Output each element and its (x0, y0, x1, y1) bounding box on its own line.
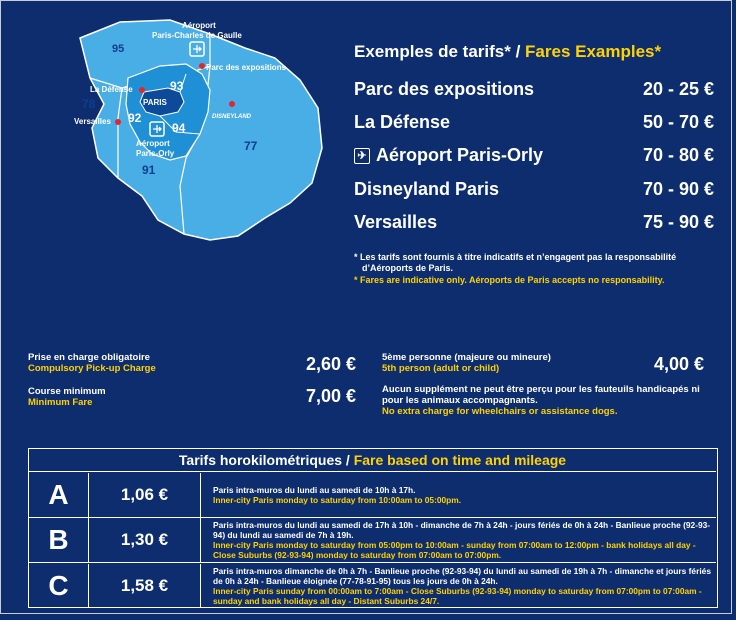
rate-description-fr: Paris intra-muros dimanche de 0h à 7h - Banlieue proche (92-93-94) du lundi au samedi de 19h à 7h - dimanche et jours fériés de 0h à 24h - Banlieue éloignée (77-78-91-95) tous les jours de 0h à 24h. (213, 565, 711, 586)
disney-dot (229, 101, 235, 107)
rate-letter: B (29, 518, 89, 562)
versailles-dot (115, 119, 121, 125)
rate-description (213, 564, 713, 608)
destination-name-wrap (354, 145, 543, 166)
rate-letter: A (29, 473, 89, 517)
department-78-label: 78 (82, 97, 96, 111)
destination-price: 75 - 90 € (642, 212, 714, 232)
ile-de-france-map (60, 8, 360, 248)
wheelchair-note-fr: Aucun supplément ne peut être perçu pour les fauteuils handicapés ni pour les animaux accompagnants. (382, 384, 700, 406)
department-93-label: 93 (170, 79, 184, 93)
table-row (29, 473, 716, 518)
destination-price: 70 - 80 € (642, 145, 714, 165)
fares-title (354, 42, 661, 62)
minimum-label-en: Minimum Fare (28, 397, 93, 408)
department-95-label: 95 (112, 43, 125, 55)
paris-label: PARIS (143, 98, 167, 107)
table-title-fr: Tarifs horokilométriques (178, 452, 343, 468)
disclaimer-fr: * Les tarifs sont fournis à titre indicatifs et n’engagent pas la responsabilité (354, 252, 677, 262)
destination-name: Aéroport Paris-Orly (376, 145, 544, 165)
rate-description (213, 518, 713, 562)
fifth-person-label-fr: 5ème personne (majeure ou mineure) (382, 352, 551, 363)
table-header (29, 449, 716, 472)
table-row (29, 564, 716, 608)
pickup-label-en: Compulsory Pick-up Charge (28, 363, 156, 374)
minimum-label-fr: Course minimum (28, 386, 106, 397)
destination-name: Parc des expositions (354, 79, 535, 99)
rate-value: 1,58 € (89, 564, 201, 608)
rate-value: 1,06 € (89, 473, 201, 517)
rate-letter: C (29, 564, 89, 608)
department-94-label: 94 (172, 121, 186, 135)
department-91-label: 91 (142, 163, 156, 177)
rate-description-fr: Paris intra-muros du lundi au samedi de 17h à 10h - dimanche de 7h à 24h - jours fériés de 0h à 24h - Banlieue proche (92-93-94) du lundi au samedi de 7h à 19h. (213, 520, 711, 540)
destination-price: 50 - 70 € (642, 112, 714, 132)
destination-price: 20 - 25 € (642, 79, 714, 99)
rate-description-en: Inner-city Paris monday to saturday from 10:00am to 05:00pm. (213, 494, 462, 505)
table-row (29, 518, 716, 563)
expo-dot (199, 63, 205, 69)
fare-rate-table (28, 448, 718, 608)
rate-description-en: Inner-city Paris sunday from 00:00am to 7:00am - Close Suburbs (92-93-94) monday to saturday from 07:00pm to 07:00am - sunday and bank holidays all day - Distant Suburbs 24/7. (213, 585, 702, 606)
disclaimer-en: * Fares are indicative only. Aéroports de Paris accepts no responsability. (354, 275, 665, 285)
cdg-label: Paris-Charles de Gaulle (152, 31, 242, 40)
cdg-label: Aéroport (182, 21, 216, 30)
minimum-value: 7,00 € (306, 386, 357, 406)
table-title-en: Fare based on time and mileage (353, 452, 567, 468)
fares-title-en: Fares Examples* (525, 42, 662, 61)
fares-title-fr: Exemples de tarifs* (354, 42, 511, 61)
department-92-label: 92 (128, 111, 142, 125)
disclaimer-fr: d’Aéroports de Paris. (362, 263, 454, 273)
rate-value: 1,30 € (89, 518, 201, 562)
rate-description-en: Inner-city Paris monday to saturday from 05:00pm to 10:00am - sunday from 07:00am to 12:00pm - bank holidays all day - Close Suburbs (92-93-94) monday to saturday from 07:00am to 07:00pm. (213, 540, 696, 560)
pickup-value: 2,60 € (306, 354, 357, 374)
title-separator: / (510, 42, 526, 61)
expo-label: Parc des expositions (206, 63, 287, 72)
orly-label: Aéroport (136, 139, 170, 148)
disney-logo: DISNEYLAND (212, 114, 252, 120)
rate-description (213, 473, 713, 517)
versailles-label: Versailles (74, 117, 111, 126)
department-77-label: 77 (244, 139, 258, 153)
defense-label: La Défense (90, 85, 133, 94)
wheelchair-note-en: No extra charge for wheelchairs or assistance dogs. (382, 406, 618, 417)
orly-label: Paris-Orly (136, 149, 175, 158)
table-title-separator: / (342, 452, 354, 468)
defense-dot (139, 87, 145, 93)
destination-price: 70 - 90 € (642, 179, 714, 199)
rate-description-fr: Paris intra-muros du lundi au samedi de 10h à 17h. (213, 484, 416, 495)
fifth-person-value: 4,00 € (654, 354, 705, 374)
destination-name: La Défense (354, 112, 451, 132)
destination-name: Versailles (354, 212, 438, 232)
pickup-label-fr: Prise en charge obligatoire (28, 352, 150, 363)
airplane-icon: ✈ (354, 148, 370, 164)
fifth-person-label-en: 5th person (adult or child) (382, 363, 500, 374)
destination-name: Disneyland Paris (354, 179, 500, 199)
